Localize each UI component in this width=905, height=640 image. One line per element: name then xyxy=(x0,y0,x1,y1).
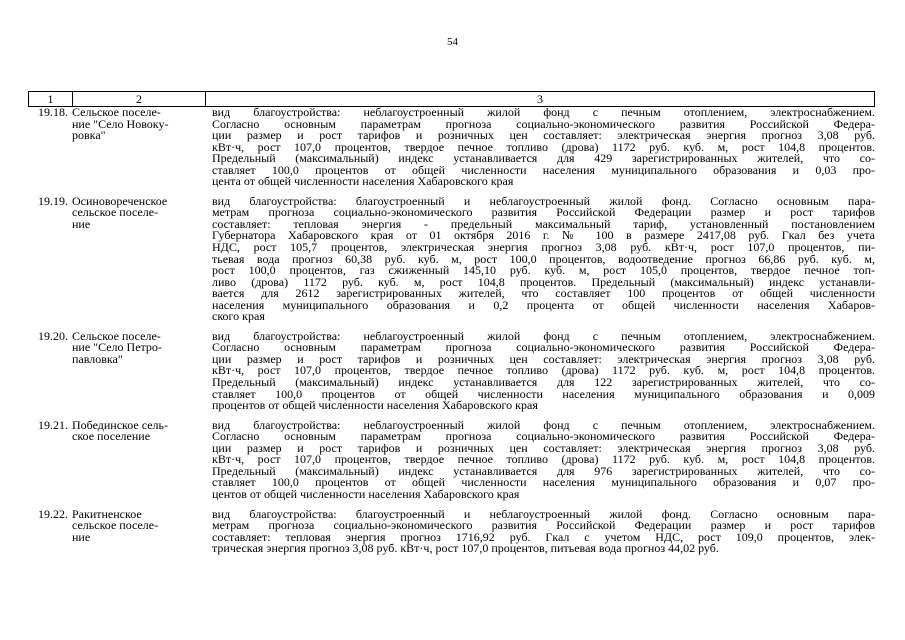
settlement-name-line: ние xyxy=(72,216,91,231)
description-line: Согласно основным параметрам прогноза социально-экономического развития Российской Федера- xyxy=(212,116,875,131)
description-line: вид благоустройства: благоустроенный и неблагоустроенный жилой фонд. Согласно основным пара- xyxy=(212,506,875,521)
description-line: вид благоустройства: благоустроенный и неблагоустроенный жилой фонд. Согласно основным пара- xyxy=(212,193,875,208)
description-line: ского края xyxy=(212,309,265,324)
description-line: Согласно основным параметрам прогноза социально-экономического развития Российской Федера- xyxy=(212,429,875,444)
description-line: метрам прогноза социально-экономического развития Российской Федерации размер и рост тарифов xyxy=(212,518,875,533)
settlement-name-line: ние "Село Новоку- xyxy=(72,116,169,131)
row-number: 19.18. xyxy=(38,105,68,119)
settlement-name xyxy=(72,107,205,196)
column-header-3: 3 xyxy=(206,92,875,107)
settlement-name xyxy=(72,417,205,509)
row-number: 19.21. xyxy=(38,417,68,432)
row-number: 19.20. xyxy=(38,328,68,343)
settlement-name-line: ское поселение xyxy=(72,429,151,444)
table-row xyxy=(28,331,875,420)
settlement-name-line: Ракитненское xyxy=(72,506,142,521)
improvement-description xyxy=(205,417,875,509)
description-line: составляет: тепловая энергия прогноз 1716,92 руб. Гкал с учетом НДС, рост 109,0 процентов, элек- xyxy=(212,529,875,544)
improvement-description xyxy=(205,107,875,196)
description-line: Предельный (максимальный) индекс устанавливается для 122 зарегистрированных жителей, что со- xyxy=(212,375,875,390)
description-line: составляет: тепловая энергия - предельный максимальный тариф, установленный постановлением xyxy=(212,216,875,231)
settlement-name-line: ровка" xyxy=(72,128,106,143)
settlement-name xyxy=(72,193,205,331)
settlement-name xyxy=(72,328,205,420)
page-number: 54 xyxy=(447,36,458,48)
description-line: вид благоустройства: неблагоустроенный жилой фонд с печным отоплением, электроснабжением. xyxy=(212,105,875,119)
description-line: трическая энергия прогноз 3,08 руб. кВт·ч, рост 107,0 процентов, питьевая вода прогноз 44,02 руб. xyxy=(212,541,719,556)
description-line: тьевая вода прогноз 60,38 руб. куб. м, рост 100,0 процентов, водоотведение прогноз 66,86 руб. куб. м, xyxy=(212,251,875,266)
table-row xyxy=(28,196,875,331)
tariff-table xyxy=(28,107,875,555)
description-line: ции размер и рост тарифов и розничных цен составляет: электрическая энергия прогноз 3,08 руб. xyxy=(212,351,875,366)
improvement-description xyxy=(205,506,875,556)
description-line: цента от общей численности населения Хабаровского края xyxy=(212,174,514,189)
table-row xyxy=(28,107,875,196)
description-line: метрам прогноза социально-экономического развития Российской Федерации размер и рост тарифов xyxy=(212,205,875,220)
column-header-2: 2 xyxy=(73,92,206,107)
settlement-name-line: Сельское поселе- xyxy=(72,328,161,343)
settlement-name-line: Осиновореченское xyxy=(72,193,168,208)
description-line: ливо (дрова) 1172 руб. куб. м, рост 104,8 процентов. Предельный (максимальный) индекс устанавли- xyxy=(212,274,875,289)
description-line: рост 100,0 процентов, газ сжиженный 145,10 руб. куб. м, рост 105,0 процентов, твердое печное топ- xyxy=(212,263,875,278)
settlement-name-line: ние "Село Петро- xyxy=(72,340,162,355)
row-number: 19.19. xyxy=(38,193,68,208)
description-line: вается для 2612 зарегистрированных жителей, что составляет 100 процентов от общей численности xyxy=(212,286,875,301)
description-line: кВт·ч, рост 107,0 процентов, твердое печное топливо (дрова) 1172 руб. куб. м, рост 104,8 процентов. xyxy=(212,452,875,467)
description-line: вид благоустройства: неблагоустроенный жилой фонд с печным отоплением, электроснабжением. xyxy=(212,328,875,343)
description-line: ции размер и рост тарифов и розничных цен составляет: электрическая энергия прогноз 3,08 руб. xyxy=(212,440,875,455)
description-line: ции размер и рост тарифов и розничных цен составляет: электрическая энергия прогноз 3,08 руб. xyxy=(212,128,875,143)
settlement-name-line: сельское поселе- xyxy=(72,205,159,220)
column-header-1: 1 xyxy=(29,92,73,107)
description-line: ставляет 100,0 процентов от общей численности населения муниципального образования и 0,07 про- xyxy=(212,475,875,490)
description-line: кВт·ч, рост 107,0 процентов, твердое печное топливо (дрова) 1172 руб. куб. м, рост 104,8 процентов. xyxy=(212,139,875,154)
settlement-name-line: сельское поселе- xyxy=(72,518,159,533)
settlement-name-line: павловка" xyxy=(72,351,123,366)
description-line: ставляет 100,0 процентов от общей численности населения муниципального образования и 0,03 про- xyxy=(212,162,875,177)
row-number: 19.22. xyxy=(38,506,68,521)
description-line: Губернатора Хабаровского края от 01 октября 2016 г. № 100 в размере 2417,08 руб. Гкал без учета xyxy=(212,228,875,243)
table-row xyxy=(28,509,875,555)
settlement-name-line: Сельское поселе- xyxy=(72,105,161,119)
settlement-name xyxy=(72,506,205,555)
improvement-description xyxy=(205,328,875,420)
settlement-name-line: ние xyxy=(72,529,91,544)
improvement-description xyxy=(205,193,875,331)
description-line: НДС, рост 105,7 процентов, электрическая энергия прогноз 3,08 руб. кВт·ч, рост 107,0 процентов, пи- xyxy=(212,240,875,255)
description-line: вид благоустройства: неблагоустроенный жилой фонд с печным отоплением, электроснабжением. xyxy=(212,417,875,432)
description-line: Предельный (максимальный) индекс устанавливается для 429 зарегистрированных жителей, что со- xyxy=(212,151,875,166)
description-line: ставляет 100,0 процентов от общей численности населения муниципального образования и 0,009 xyxy=(212,386,875,401)
table-row xyxy=(28,420,875,509)
settlement-name-line: Побединское сель- xyxy=(72,417,169,432)
description-line: центов от общей численности населения Хабаровского края xyxy=(212,486,520,501)
description-line: населения муниципального образования и 0,2 процента от общей численности населения Хабаров- xyxy=(212,297,875,312)
description-line: Согласно основным параметрам прогноза социально-экономического развития Российской Федера- xyxy=(212,340,875,355)
description-line: Предельный (максимальный) индекс устанавливается для 976 зарегистрированных жителей, что со- xyxy=(212,463,875,478)
description-line: процентов от общей численности населения Хабаровского края xyxy=(212,398,538,413)
description-line: кВт·ч, рост 107,0 процентов, твердое печное топливо (дрова) 1172 руб. куб. м, рост 104,8 процентов. xyxy=(212,363,875,378)
